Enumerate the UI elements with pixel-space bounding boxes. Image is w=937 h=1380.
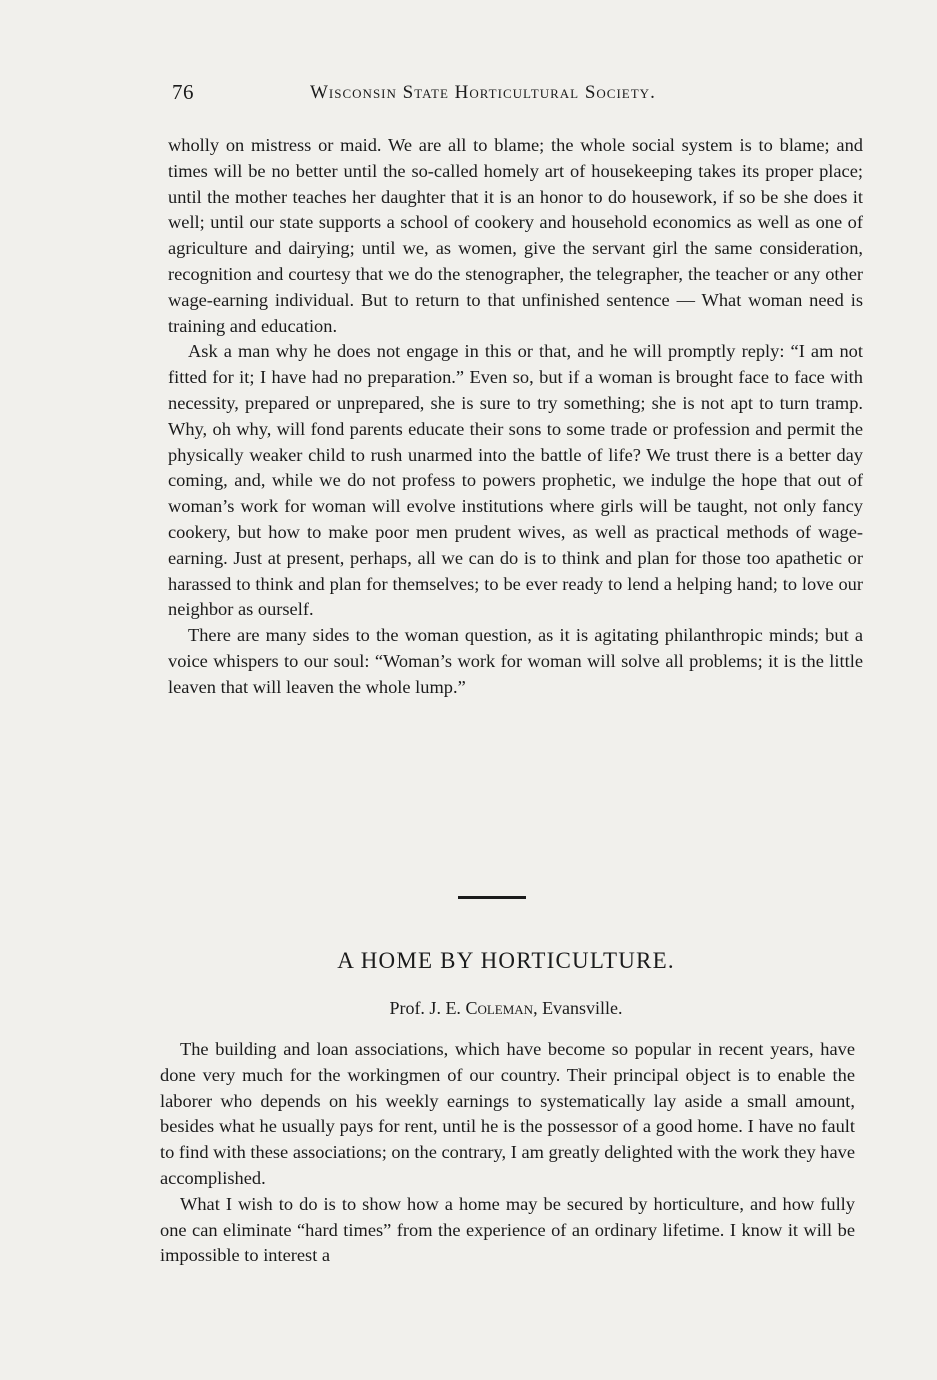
- paragraph: Ask a man why he does not engage in this or that, and he will promptly reply: “I am not fitted for it; I have had no preparation.” Even so, but if a woman is brought face to face with necessity, prepared or unprepared, she is sure to try something; she is not apt to turn tramp. Why, oh why, will fond parents educate their sons to some trade or profession and permit the physically weaker child to rush unarmed into the battle of life? We trust there is a better day coming, and, while we do not profess to powers prophetic, we indulge the hope that out of woman’s work for woman will evolve institutions where girls will be taught, not only fancy cookery, but how to make poor men prudent wives, as well as practical methods of wage-earning. Just at present, perhaps, all we can do is to think and plan for those too apathetic or harassed to think and plan for themselves; to be ever ready to lend a helping hand; to love our neighbor as ourself.: [168, 341, 863, 620]
- paragraph: The building and loan associations, which have become so popular in recent years, have done very much for the workingmen of our country. Their principal object is to enable the laborer who depends on his weekly earnings to systematically lay aside a small amount, besides what he usually pays for rent, until he is the possessor of a good home. I have no fault to find with these associations; on the contrary, I am greatly delighted with the work they have accomplished.: [160, 1039, 855, 1188]
- author-location: , Evansville.: [533, 998, 623, 1018]
- author-prefix: Prof. J. E.: [389, 998, 466, 1018]
- paragraph: wholly on mistress or maid. We are all to blame; the whole social system is to blame; and times will be no better until the so-called homely art of housekeeping takes its proper place; until the mother teaches her daughter that it is an honor to do housework, if so be she does it well; until our state supports a school of cookery and household economics as well as one of agriculture and dairying; until we, as women, give the servant girl the same consideration, recognition and courtesy that we do the stenographer, the telegrapher, the teacher or any other wage-earning individual. But to return to that unfinished sentence — What woman need is training and education.: [168, 135, 863, 336]
- paragraph: There are many sides to the woman question, as it is agitating philanthropic minds; but a voice whispers to our soul: “Woman’s work for woman will solve all problems; it is the little leaven that will leaven the whole lump.”: [168, 625, 863, 697]
- author-name: Coleman: [465, 998, 534, 1018]
- running-head: [172, 80, 772, 108]
- article-author: [0, 998, 937, 1019]
- journal-title: Wisconsin State Horticultural Society.: [310, 82, 656, 103]
- page-number: 76: [172, 80, 194, 104]
- section-divider-rule: [458, 896, 526, 899]
- continued-article-text: [168, 133, 863, 701]
- article-title: A HOME BY HORTICULTURE.: [337, 948, 675, 973]
- new-article-text: [160, 1037, 855, 1269]
- paragraph: What I wish to do is to show how a home may be secured by horticulture, and how fully one can eliminate “hard times” from the experience of an ordinary lifetime. I know it will be impossible to interest a: [160, 1193, 855, 1266]
